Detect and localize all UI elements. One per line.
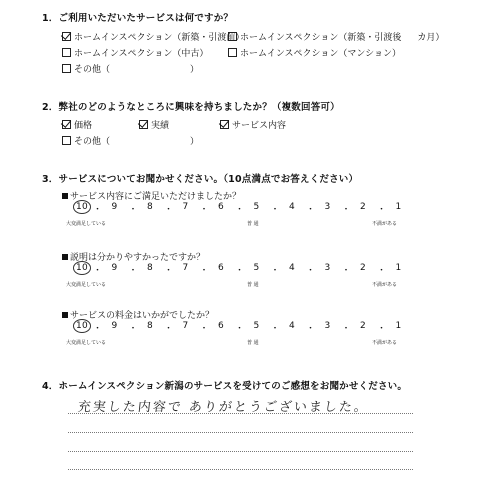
checkbox[interactable]	[62, 64, 71, 73]
answer-line	[68, 451, 413, 452]
scale-separator: ・	[164, 205, 174, 215]
scale-option[interactable]: 10	[73, 319, 91, 333]
bullet-square-icon	[62, 254, 68, 260]
q1-option-new-before[interactable]: ホームインスペクション（新築・引渡前）	[62, 30, 244, 43]
scale-separator: ・	[377, 266, 387, 276]
q2-option-record[interactable]: 実績	[139, 118, 169, 131]
q4-handwritten-answer[interactable]: 充実した内容で ありがとうございました。	[77, 400, 370, 415]
scale-separator: ・	[199, 324, 209, 334]
scale-separator: ・	[270, 205, 280, 215]
checkbox-checked[interactable]	[220, 120, 229, 129]
q1-option-other[interactable]: その他（ ）	[62, 62, 199, 75]
scale-label-high: 大変満足している	[66, 282, 107, 288]
scale-option[interactable]: 4	[289, 263, 296, 273]
q1-option-used[interactable]: ホームインスペクション（中古）	[62, 46, 208, 59]
scale-label-high: 大変満足している	[66, 221, 107, 227]
scale-option[interactable]: 6	[218, 321, 225, 331]
scale-option[interactable]: 5	[253, 263, 260, 273]
scale-separator: ・	[93, 266, 103, 276]
question-4-title: 4．ホームインスペクション新潟のサービスを受けてのご感想をお聞かせください。	[42, 381, 408, 392]
scale-separator: ・	[341, 324, 351, 334]
q2-option-price[interactable]: 価格	[62, 118, 92, 131]
scale-separator: ・	[306, 324, 316, 334]
scale-separator: ・	[93, 324, 103, 334]
scale-separator: ・	[128, 266, 138, 276]
q3-item-1-question: サービス内容にご満足いただけましたか？	[62, 189, 241, 202]
scale-option[interactable]: 3	[324, 263, 331, 273]
question-1-title: 1．ご利用いただいたサービスは何ですか？	[42, 13, 234, 24]
scale-option[interactable]: 1	[395, 321, 402, 331]
scale-option[interactable]: 1	[395, 263, 402, 273]
bullet-square-icon	[62, 193, 68, 199]
scale-option[interactable]: 7	[182, 321, 189, 331]
scale-option[interactable]: 10	[73, 261, 91, 275]
checkbox[interactable]	[62, 136, 71, 145]
q1-option-mansion[interactable]: ホームインスペクション（マンション）	[228, 46, 401, 59]
scale-label-mid: 普 通	[247, 221, 259, 227]
scale-option[interactable]: 10	[73, 200, 91, 214]
scale-option[interactable]: 9	[111, 202, 118, 212]
question-3-title: 3．サービスについてお聞かせください。（10点満点でお答えください）	[42, 174, 359, 185]
scale-separator: ・	[341, 205, 351, 215]
scale-separator: ・	[341, 266, 351, 276]
scale-option[interactable]: 3	[324, 202, 331, 212]
q1-option-new-after[interactable]: ホームインスペクション（新築・引渡後 カ月）	[228, 30, 444, 43]
scale-separator: ・	[235, 205, 245, 215]
scale-label-mid: 普 通	[247, 282, 259, 288]
scale-option[interactable]: 8	[147, 321, 154, 331]
scale-label-low: 不満がある	[372, 282, 398, 288]
scale-separator: ・	[235, 324, 245, 334]
checkbox[interactable]	[228, 32, 237, 41]
scale-separator: ・	[377, 324, 387, 334]
scale-option[interactable]: 6	[218, 202, 225, 212]
scale-separator: ・	[128, 205, 138, 215]
q3-item-2-question: 説明は分かりやすかったですか？	[62, 250, 205, 263]
scale-option[interactable]: 9	[111, 263, 118, 273]
scale-separator: ・	[306, 266, 316, 276]
scale-option[interactable]: 2	[360, 202, 367, 212]
answer-line	[68, 469, 413, 470]
scale-separator: ・	[128, 324, 138, 334]
scale-option[interactable]: 2	[360, 321, 367, 331]
scale-separator: ・	[235, 266, 245, 276]
scale-separator: ・	[270, 266, 280, 276]
scale-option[interactable]: 8	[147, 202, 154, 212]
q2-option-service[interactable]: サービス内容	[220, 118, 286, 131]
answer-line	[68, 413, 413, 414]
scale-separator: ・	[306, 205, 316, 215]
scale-option[interactable]: 7	[182, 202, 189, 212]
scale-option[interactable]: 8	[147, 263, 154, 273]
question-2-title: 2．弊社のどのようなところに興味を持ちましたか？（複数回答可）	[42, 102, 340, 113]
scale-separator: ・	[377, 205, 387, 215]
scale-option[interactable]: 7	[182, 263, 189, 273]
scale-option[interactable]: 5	[253, 321, 260, 331]
bullet-square-icon	[62, 312, 68, 318]
scale-option[interactable]: 4	[289, 202, 296, 212]
scale-label-low: 不満がある	[372, 340, 398, 346]
scale-separator: ・	[93, 205, 103, 215]
scale-separator: ・	[164, 266, 174, 276]
scale-separator: ・	[164, 324, 174, 334]
checkbox-checked[interactable]	[62, 120, 71, 129]
checkbox[interactable]	[62, 48, 71, 57]
scale-label-high: 大変満足している	[66, 340, 107, 346]
scale-option[interactable]: 6	[218, 263, 225, 273]
scale-option[interactable]: 3	[324, 321, 331, 331]
scale-separator: ・	[270, 324, 280, 334]
q2-option-other[interactable]: その他（ ）	[62, 134, 199, 147]
scale-label-low: 不満がある	[372, 221, 398, 227]
scale-option[interactable]: 9	[111, 321, 118, 331]
answer-line	[68, 432, 413, 433]
q3-item-3-question: サービスの料金はいかがでしたか？	[62, 308, 214, 321]
checkbox-checked[interactable]	[62, 32, 71, 41]
scale-separator: ・	[199, 205, 209, 215]
scale-option[interactable]: 4	[289, 321, 296, 331]
scale-label-mid: 普 通	[247, 340, 259, 346]
checkbox[interactable]	[228, 48, 237, 57]
scale-option[interactable]: 2	[360, 263, 367, 273]
scale-separator: ・	[199, 266, 209, 276]
scale-option[interactable]: 5	[253, 202, 260, 212]
scale-option[interactable]: 1	[395, 202, 402, 212]
checkbox-checked[interactable]	[139, 120, 148, 129]
